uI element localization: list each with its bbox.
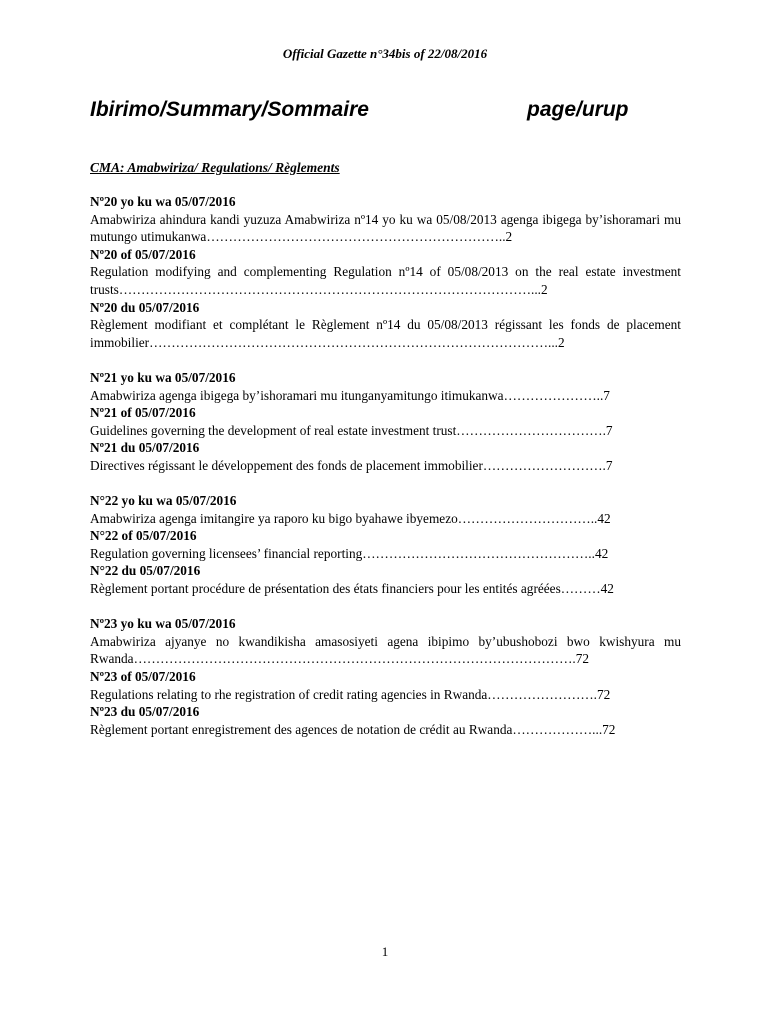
entry-heading: Nº21 yo ku wa 05/07/2016: [90, 369, 236, 385]
entry-text: Directives régissant le développement des fonds de placement immobilier……………………….7: [90, 457, 613, 473]
page-column-title: page/urup: [527, 98, 629, 121]
entry-heading: Nº20 of 05/07/2016: [90, 246, 196, 262]
entry-heading: Nº23 of 05/07/2016: [90, 669, 196, 685]
entry-heading: N°22 du 05/07/2016: [90, 563, 201, 579]
entry-text: Amabwiriza ajyanye no kwandikisha amasosiyeti agena ibipimo by’ubushobozi bwo kwishyura mu Rwanda……………………………………………………………………………………….72: [90, 633, 681, 667]
entry-text: Regulation modifying and complementing Regulation nº14 of 05/08/2013 on the real estate investment trusts…………………………………………………………………………………...2: [90, 264, 681, 297]
entry-heading: Nº23 yo ku wa 05/07/2016: [90, 616, 236, 632]
page-number: 1: [381, 944, 389, 959]
entry-heading: Nº20 du 05/07/2016: [90, 299, 200, 315]
entry-heading: Nº23 du 05/07/2016: [90, 704, 200, 720]
entry-heading: Nº20 yo ku wa 05/07/2016: [90, 194, 236, 209]
entry-text: Regulations relating to rhe registration of credit rating agencies in Rwanda…………………….72: [90, 686, 611, 702]
entry-text: Amabwiriza ahindura kandi yuzuza Amabwiriza nº14 yo ku wa 05/08/2013 agenga ibigega by’ishoramari mu mutungo utimukanwa…………………………………………………………..2: [90, 211, 681, 245]
entry-heading: Nº21 of 05/07/2016: [90, 405, 196, 421]
summary-title: Ibirimo/Summary/Sommaire: [90, 98, 369, 121]
entry-heading: Nº21 du 05/07/2016: [90, 440, 200, 456]
entry-heading: N°22 of 05/07/2016: [90, 528, 197, 544]
toc-group-21: [90, 369, 681, 475]
entry-text: Règlement portant enregistrement des agences de notation de crédit au Rwanda………………...72: [90, 721, 616, 737]
section-heading: CMA: Amabwiriza/ Regulations/ Règlements: [90, 160, 340, 175]
toc-group-22: [90, 492, 681, 598]
entry-text: Amabwiriza agenga ibigega by’ishoramari mu itunganyamitungo itimukanwa…………………..7: [90, 387, 610, 403]
toc-group-20: [90, 193, 681, 351]
table-of-contents: [90, 193, 681, 756]
toc-group-23: [90, 615, 681, 738]
entry-text: Regulation governing licensees’ financial reporting……………………………………………..42: [90, 545, 609, 561]
gazette-header: Official Gazette n°34bis of 22/08/2016: [282, 46, 488, 61]
entry-text: Règlement modifiant et complétant le Règlement nº14 du 05/08/2013 régissant les fonds de placement immobilier………………………………………………………………………………...2: [90, 317, 681, 350]
entry-text: Guidelines governing the development of real estate investment trust…………………………….7: [90, 422, 613, 438]
entry-heading: N°22 yo ku wa 05/07/2016: [90, 493, 237, 509]
entry-text: Amabwiriza agenga imitangire ya raporo ku bigo byahawe ibyemezo…………………………..42: [90, 510, 611, 526]
entry-text: Règlement portant procédure de présentation des états financiers pour les entités agréées………42: [90, 581, 614, 597]
